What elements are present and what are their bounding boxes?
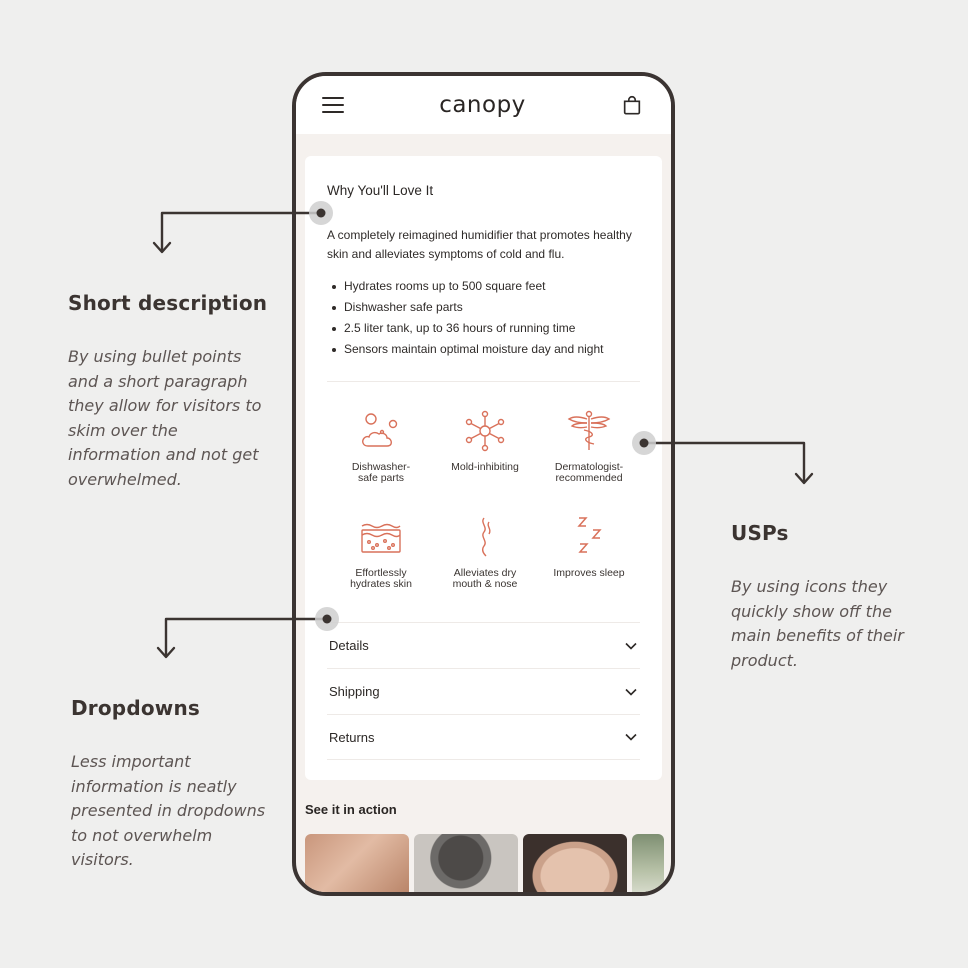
usp-hydrates-skin: [329, 510, 433, 616]
bullet-item: Sensors maintain optimal moisture day and night: [327, 339, 640, 360]
video-thumbnail[interactable]: [305, 834, 409, 894]
dropdown-label: Returns: [329, 729, 375, 745]
video-thumbnail[interactable]: [523, 834, 627, 894]
dropdown-accordion: [327, 622, 640, 760]
chevron-down-icon[interactable]: [624, 685, 638, 699]
app-header: [296, 76, 671, 134]
brand-logo[interactable]: canopy: [439, 92, 526, 118]
phone-frame: [292, 72, 675, 896]
dropdown-returns[interactable]: [327, 714, 640, 760]
product-info-card: [305, 156, 662, 780]
annotation-title: Dropdowns: [71, 696, 200, 720]
dropdown-shipping[interactable]: [327, 668, 640, 714]
usp-dermatologist-recommended: [537, 404, 641, 510]
arrowhead: [154, 243, 170, 252]
annotation-short-description: [68, 291, 268, 492]
video-thumbnail[interactable]: [414, 834, 518, 894]
bullet-item: 2.5 liter tank, up to 36 hours of running time: [327, 318, 640, 339]
video-thumbnail-strip: [305, 834, 664, 894]
dropdown-details[interactable]: [327, 622, 640, 668]
annotation-text: By using icons they quickly show off the main benefits of their product.: [731, 577, 904, 670]
usp-improves-sleep: [537, 510, 641, 616]
section-title: Why You'll Love It: [327, 183, 434, 198]
annotation-text: Less important information is neatly presented in dropdowns to not overwhelm visitors.: [71, 752, 266, 869]
annotation-dropdowns: [71, 696, 271, 873]
skin-layers-icon: [358, 514, 404, 560]
see-it-in-action-title: See it in action: [305, 802, 397, 817]
annotation-title: USPs: [731, 521, 789, 545]
usp-label: Dishwasher- safe parts: [351, 461, 411, 484]
molecule-icon: [462, 408, 508, 454]
chevron-down-icon[interactable]: [624, 639, 638, 653]
bullet-item: Hydrates rooms up to 500 square feet: [327, 276, 640, 297]
usp-alleviates-dry-mouth: [433, 510, 537, 616]
chevron-down-icon[interactable]: [624, 730, 638, 744]
annotation-text: By using bullet points and a short paragraph they allow for visitors to skim over the information and not get overwhelmed.: [68, 347, 262, 489]
divider: [327, 381, 640, 382]
annotation-title: Short description: [68, 291, 268, 315]
bubbles-icon: [358, 408, 404, 454]
usp-icon-grid: [329, 404, 640, 616]
usp-mold-inhibiting: [433, 404, 537, 510]
caduceus-icon: [566, 408, 612, 454]
arrowhead: [158, 648, 174, 657]
bullet-item: Dishwasher safe parts: [327, 297, 640, 318]
shopping-bag-icon[interactable]: [621, 94, 643, 116]
usp-label: Improves sleep: [553, 567, 625, 579]
usp-label: Mold-inhibiting: [451, 461, 519, 473]
dropdown-label: Details: [329, 638, 369, 653]
feature-bullet-list: [327, 276, 640, 360]
usp-dishwasher-safe: [329, 404, 433, 510]
sleep-zzz-icon: [566, 514, 612, 560]
arrowhead: [796, 474, 812, 483]
dropdown-label: Shipping: [329, 684, 380, 699]
usp-label: Effortlessly hydrates skin: [350, 567, 412, 590]
short-description: A completely reimagined humidifier that promotes healthy skin and alleviates symptoms of cold and flu.: [327, 228, 632, 261]
usp-label: Alleviates dry mouth & nose: [452, 567, 518, 590]
hamburger-menu-icon[interactable]: [322, 97, 344, 113]
breath-icon: [462, 514, 508, 560]
annotation-usps: [731, 521, 931, 673]
video-thumbnail[interactable]: [632, 834, 664, 894]
usp-label: Dermatologist- recommended: [554, 461, 624, 484]
